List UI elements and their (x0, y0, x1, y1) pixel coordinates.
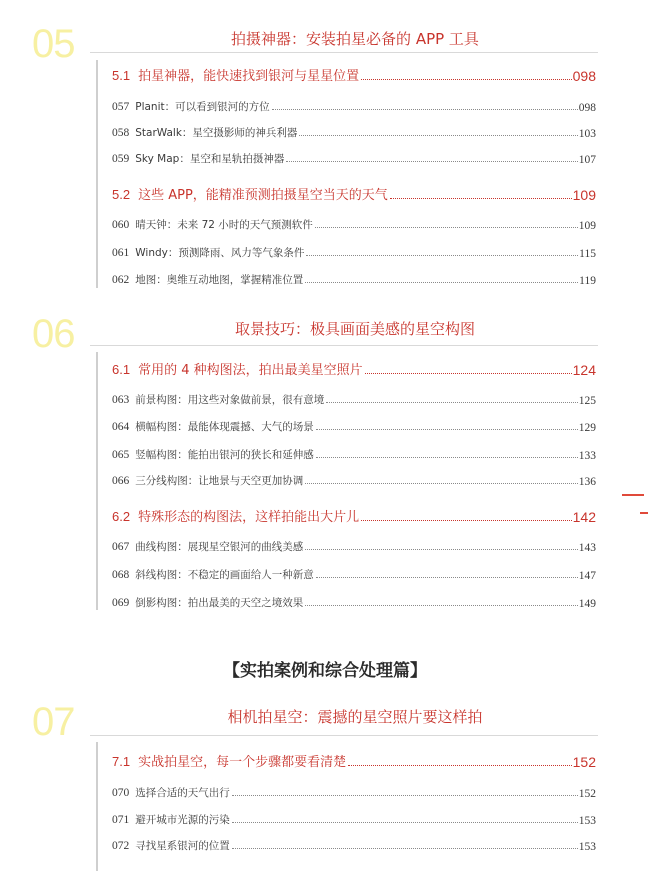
chapter-bar (96, 352, 98, 610)
item-number: 067 (112, 541, 130, 553)
page-number: 098 (578, 102, 596, 114)
item-number: 069 (112, 597, 130, 609)
section-title: 这些 APP，能精准预测拍摄星空当天的天气 (138, 188, 388, 203)
item-title: 前景构图：用这些对象做前景，很有意境 (135, 394, 325, 406)
item-number: 057 (112, 101, 130, 113)
page-number: 107 (578, 154, 596, 166)
item-title: Sky Map：星空和星轨拍摄神器 (135, 153, 285, 165)
leader-dots (272, 109, 578, 110)
leader-dots (305, 483, 578, 484)
leader-dots (306, 255, 578, 256)
leader-dots (232, 848, 578, 849)
page-number: 109 (578, 220, 596, 232)
page-number: 149 (578, 598, 596, 610)
page-number: 119 (579, 275, 596, 287)
chapter-title: 拍摄神器：安装拍星必备的 APP 工具 (231, 30, 479, 48)
item-number: 062 (112, 274, 130, 286)
item-title: 晴天钟：未来 72 小时的天气预测软件 (135, 219, 313, 231)
section-row[interactable] (112, 64, 596, 84)
margin-mark (622, 494, 644, 496)
page-number: 152 (578, 788, 596, 800)
page-number: 115 (579, 248, 596, 260)
chapter-number: 06 (32, 312, 75, 356)
item-number: 072 (112, 840, 130, 852)
section-row[interactable] (112, 750, 596, 770)
item-title: 选择合适的天气出行 (135, 787, 230, 799)
section-number: 6.2 (112, 509, 131, 524)
section-row[interactable] (112, 183, 596, 203)
item-title: 地图：奥维互动地图，掌握精准位置 (135, 274, 304, 286)
leader-dots (361, 520, 572, 521)
page-number: 125 (578, 395, 596, 407)
item-title: 横幅构图：最能体现震撼、大气的场景 (135, 421, 314, 433)
item-number: 065 (112, 449, 130, 461)
section-title: 特殊形态的构图法，这样拍能出大片儿 (138, 510, 360, 525)
toc-item[interactable] (112, 807, 596, 827)
toc-item[interactable] (112, 590, 596, 610)
chapter-title: 相机拍星空：震撼的星空照片要这样拍 (227, 708, 483, 726)
page-number: 153 (578, 841, 596, 853)
item-number: 060 (112, 219, 130, 231)
leader-dots (286, 161, 577, 162)
leader-dots (232, 822, 578, 823)
item-number: 071 (112, 814, 130, 826)
leader-dots (232, 795, 578, 796)
item-number: 063 (112, 394, 130, 406)
item-number: 070 (112, 787, 130, 799)
toc-item[interactable] (112, 468, 596, 488)
toc-item[interactable] (112, 94, 596, 114)
section-title: 常用的 4 种构图法，拍出最美星空照片 (138, 363, 363, 378)
page-number: 153 (578, 815, 596, 827)
page-number: 124 (572, 362, 596, 378)
item-title: StarWalk：星空摄影师的神兵利器 (135, 127, 298, 139)
item-title: 竖幅构图：能拍出银河的狭长和延伸感 (135, 449, 314, 461)
section-title: 实战拍星空，每一个步骤都要看清楚 (138, 755, 347, 770)
item-title: 避开城市光源的污染 (135, 814, 230, 826)
leader-dots (316, 429, 578, 430)
leader-dots (316, 457, 578, 458)
toc-item[interactable] (112, 414, 596, 434)
leader-dots (299, 135, 577, 136)
page-number: 098 (572, 68, 596, 84)
page-number: 136 (578, 476, 596, 488)
item-title: 曲线构图：展现星空银河的曲线美感 (135, 541, 304, 553)
section-number: 5.2 (112, 187, 131, 202)
leader-dots (305, 605, 578, 606)
item-title: 三分线构图：让地景与天空更加协调 (135, 475, 304, 487)
toc-item[interactable] (112, 146, 596, 166)
section-row[interactable] (112, 505, 596, 525)
page-number: 109 (572, 187, 596, 203)
toc-item[interactable] (112, 780, 596, 800)
chapter-rule (90, 345, 598, 346)
leader-dots (326, 402, 578, 403)
section-row[interactable] (112, 358, 596, 378)
toc-item[interactable] (112, 212, 596, 232)
leader-dots (315, 227, 578, 228)
leader-dots (365, 373, 572, 374)
item-number: 064 (112, 421, 130, 433)
item-number: 059 (112, 153, 130, 165)
leader-dots (348, 765, 572, 766)
item-title: 斜线构图：不稳定的画面给人一种新意 (135, 569, 314, 581)
chapter-rule (90, 735, 598, 736)
toc-item[interactable] (112, 534, 596, 554)
section-number: 6.1 (112, 362, 131, 377)
item-title: 寻找星系银河的位置 (135, 840, 230, 852)
page-number: 143 (578, 542, 596, 554)
item-number: 058 (112, 127, 130, 139)
page-number: 142 (572, 509, 596, 525)
toc-item[interactable] (112, 387, 596, 407)
section-title: 拍星神器，能快速找到银河与星星位置 (138, 69, 360, 84)
chapter-title: 取景技巧：极具画面美感的星空构图 (234, 320, 475, 338)
toc-item[interactable] (112, 120, 596, 140)
section-number: 7.1 (112, 754, 131, 769)
item-title: Windy：预测降雨、风力等气象条件 (135, 247, 305, 259)
toc-item[interactable] (112, 562, 596, 582)
chapter-bar (96, 60, 98, 288)
leader-dots (316, 577, 578, 578)
toc-item[interactable] (112, 240, 596, 260)
chapter-bar (96, 742, 98, 871)
item-number: 061 (112, 247, 130, 259)
page-number: 147 (578, 570, 596, 582)
item-number: 066 (112, 475, 130, 487)
chapter-number: 07 (32, 700, 75, 744)
part-title: 【实拍案例和综合处理篇】 (223, 661, 427, 681)
page-number: 129 (578, 422, 596, 434)
page-number: 103 (578, 128, 596, 140)
chapter-rule (90, 52, 598, 53)
toc-item[interactable] (112, 442, 596, 462)
item-number: 068 (112, 569, 130, 581)
margin-mark (640, 512, 648, 514)
section-number: 5.1 (112, 68, 131, 83)
leader-dots (361, 79, 572, 80)
item-title: 倒影构图：拍出最美的天空之境效果 (135, 597, 304, 609)
leader-dots (390, 198, 572, 199)
chapter-number: 05 (32, 22, 75, 66)
leader-dots (305, 282, 578, 283)
leader-dots (305, 549, 578, 550)
page-number: 152 (572, 754, 596, 770)
item-title: Planit：可以看到银河的方位 (135, 101, 270, 113)
page-number: 133 (578, 450, 596, 462)
toc-item[interactable] (112, 833, 596, 853)
toc-item[interactable] (112, 267, 596, 287)
